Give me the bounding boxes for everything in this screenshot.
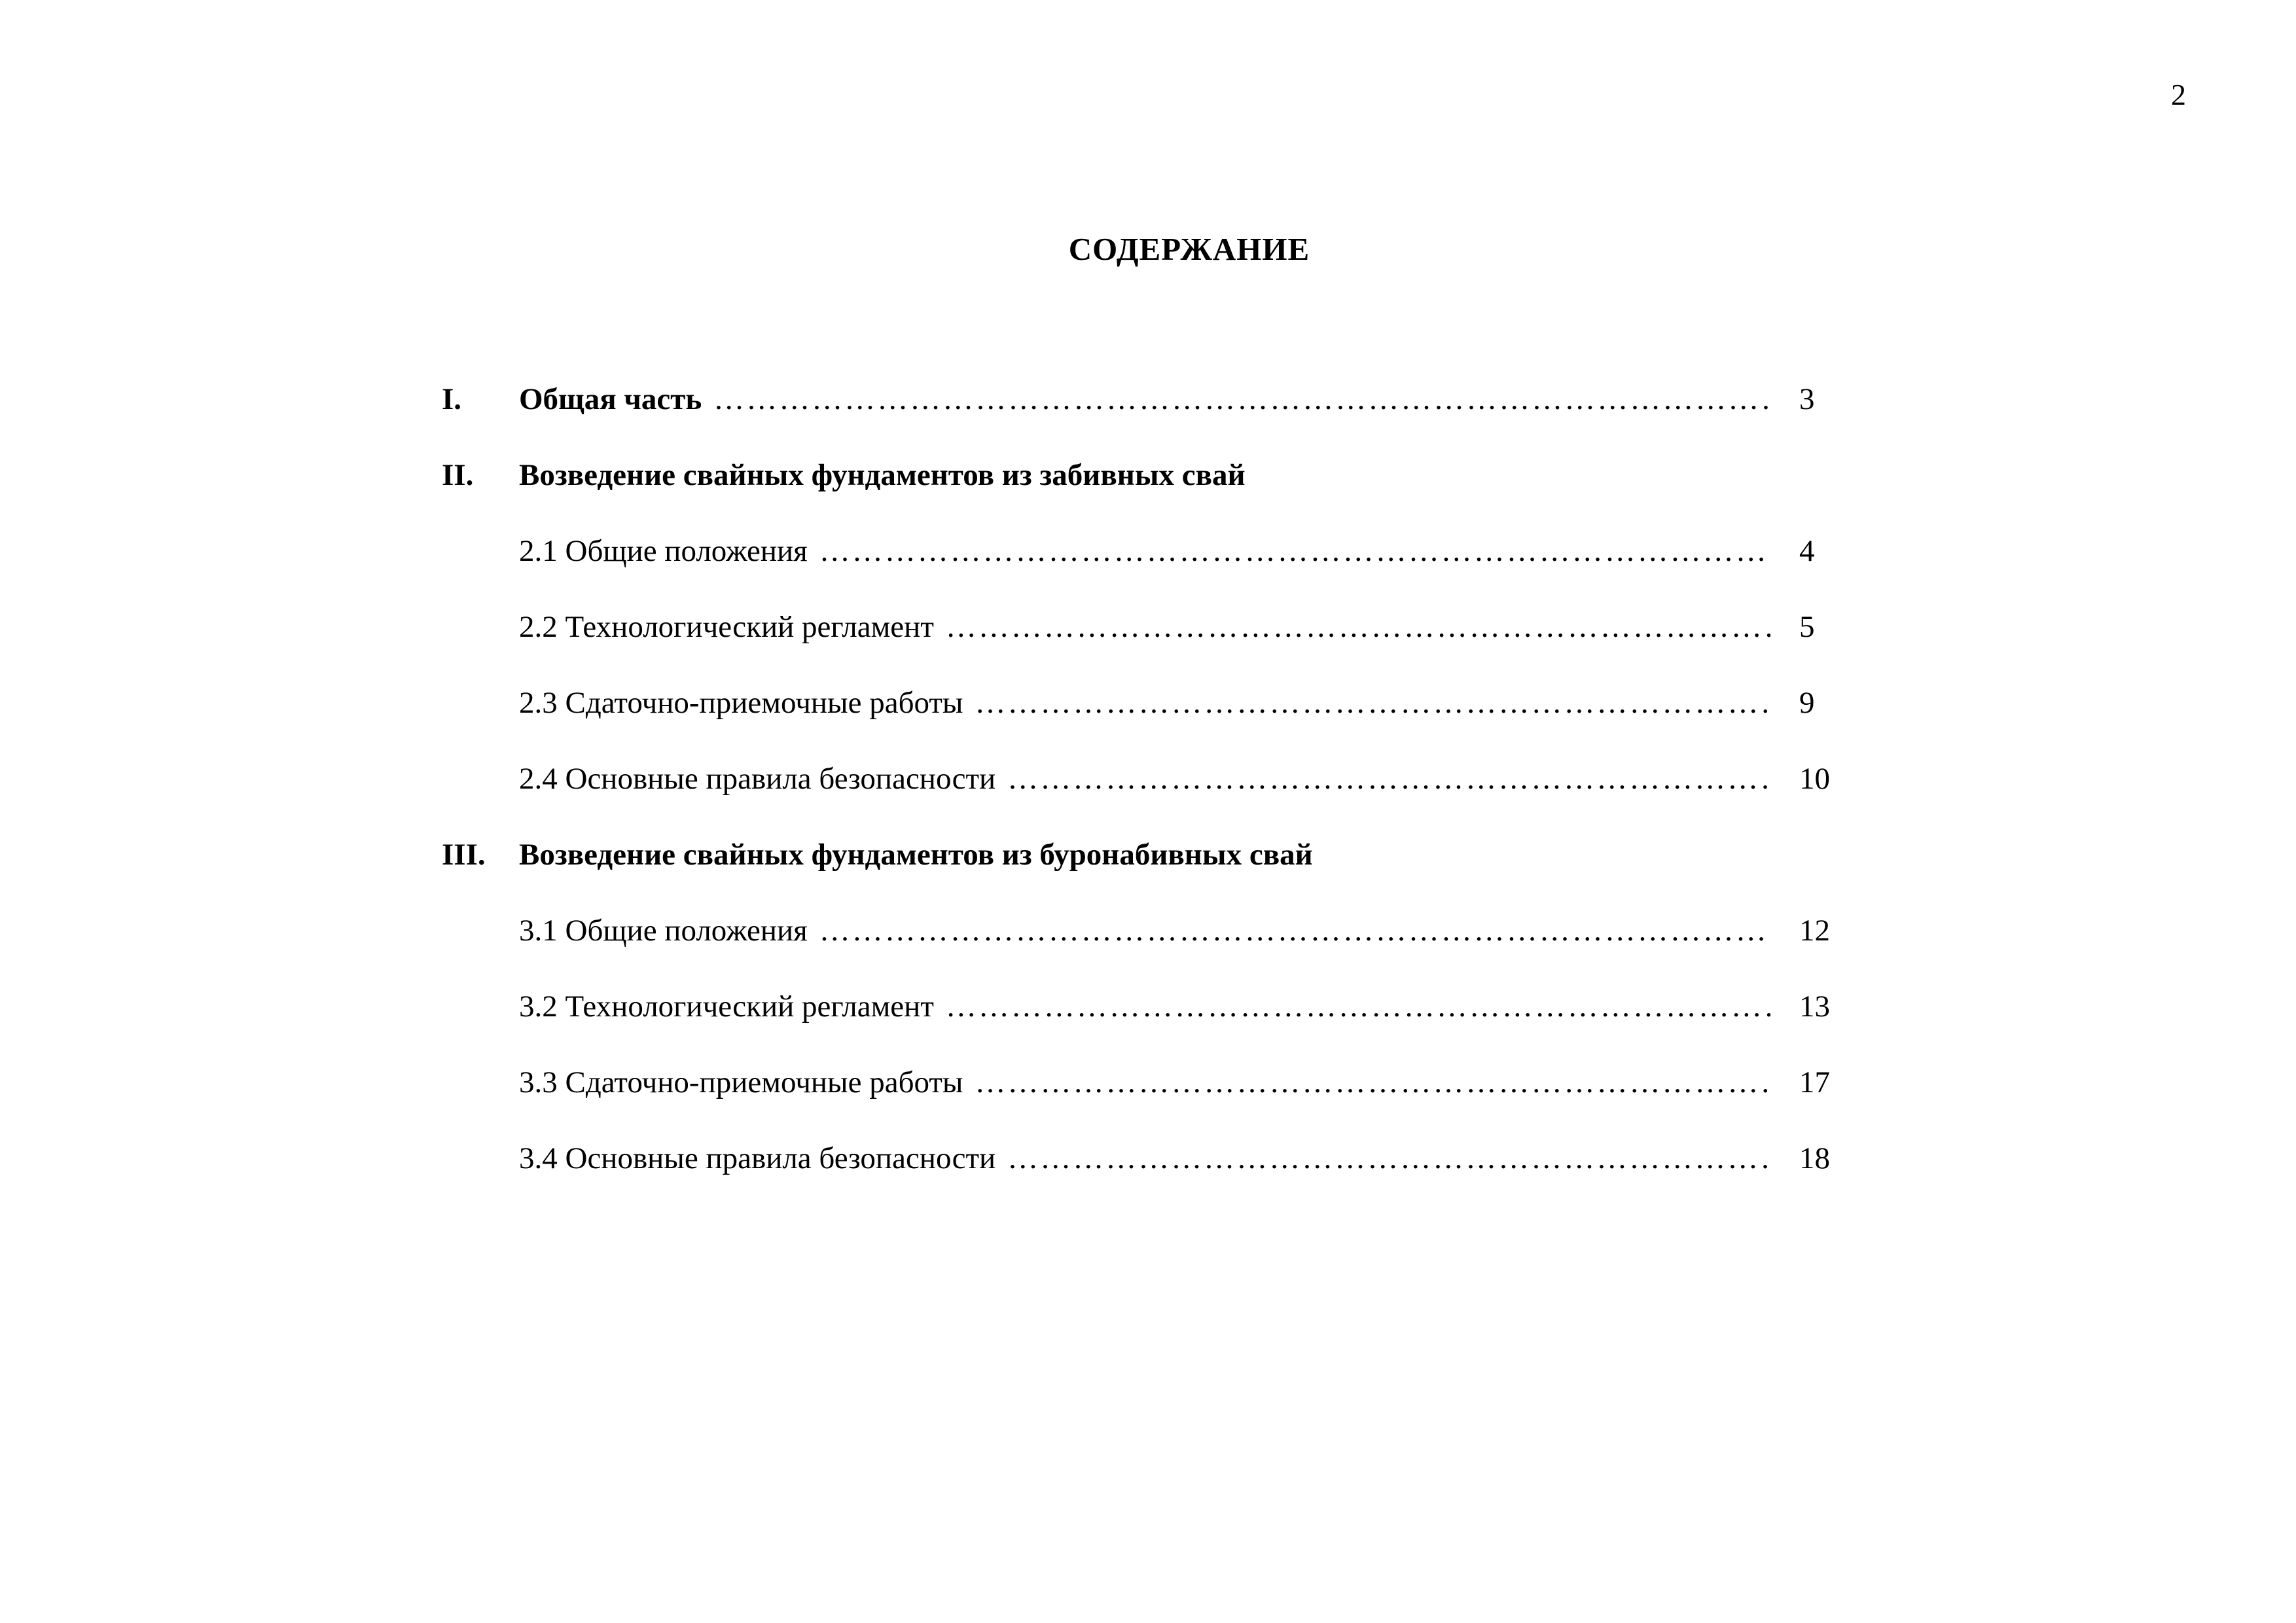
dot-leader — [819, 911, 1770, 950]
toc-entry-section-1[interactable] — [0, 380, 2296, 419]
toc-entry-3-3[interactable] — [0, 1063, 2296, 1102]
toc-entry-page: 17 — [1799, 1065, 1830, 1099]
toc-entry-page: 10 — [1799, 762, 1830, 796]
toc-entry-2-4[interactable] — [0, 759, 2296, 798]
page-number: 2 — [2171, 78, 2186, 111]
toc-entry-label: 2.3 Сдаточно-приемочные работы — [519, 686, 963, 720]
toc-title: СОДЕРЖАНИЕ — [1068, 231, 1310, 267]
toc-entry-label: 2.4 Основные правила безопасности — [519, 762, 996, 796]
toc-entry-label: 3.4 Основные правила безопасности — [519, 1141, 996, 1175]
toc-entry-label: 2.1 Общие положения — [519, 534, 808, 568]
toc-entry-label: Возведение свайных фундаментов из забивных свай — [519, 458, 1246, 492]
toc-entry-section-2[interactable] — [0, 455, 2296, 495]
toc-entry-label: 3.1 Общие положения — [519, 914, 808, 948]
toc-entry-3-1[interactable] — [0, 911, 2296, 950]
toc-entry-number: I. — [442, 382, 462, 416]
toc-entry-page: 12 — [1799, 914, 1830, 948]
toc-entry-2-3[interactable] — [0, 683, 2296, 722]
dot-leader — [1007, 1139, 1770, 1178]
toc-entry-label: Возведение свайных фундаментов из буронабивных свай — [519, 838, 1313, 872]
toc-entry-3-2[interactable] — [0, 987, 2296, 1026]
toc-entry-page: 3 — [1799, 382, 1815, 416]
dot-leader — [946, 607, 1770, 647]
dot-leader — [946, 987, 1770, 1026]
dot-leader — [1007, 759, 1770, 798]
toc-entry-page: 9 — [1799, 686, 1815, 720]
toc-entry-page: 4 — [1799, 534, 1815, 568]
toc-entry-page: 5 — [1799, 610, 1815, 644]
toc-entry-2-1[interactable] — [0, 531, 2296, 571]
toc-entry-3-4[interactable] — [0, 1139, 2296, 1178]
toc-entry-number: II. — [442, 458, 474, 492]
toc-entry-label: Общая часть — [519, 382, 702, 416]
toc-entry-page: 13 — [1799, 990, 1830, 1024]
dot-leader — [975, 1063, 1771, 1102]
dot-leader — [713, 380, 1770, 419]
toc-entry-page: 18 — [1799, 1141, 1830, 1175]
toc-entry-number: III. — [442, 838, 486, 872]
toc-entry-label: 3.3 Сдаточно-приемочные работы — [519, 1065, 963, 1099]
dot-leader — [819, 531, 1770, 571]
toc-entry-2-2[interactable] — [0, 607, 2296, 647]
toc-entry-section-3[interactable] — [0, 835, 2296, 874]
toc-entry-label: 3.2 Технологический регламент — [519, 990, 934, 1024]
toc-entry-label: 2.2 Технологический регламент — [519, 610, 934, 644]
dot-leader — [975, 683, 1771, 722]
